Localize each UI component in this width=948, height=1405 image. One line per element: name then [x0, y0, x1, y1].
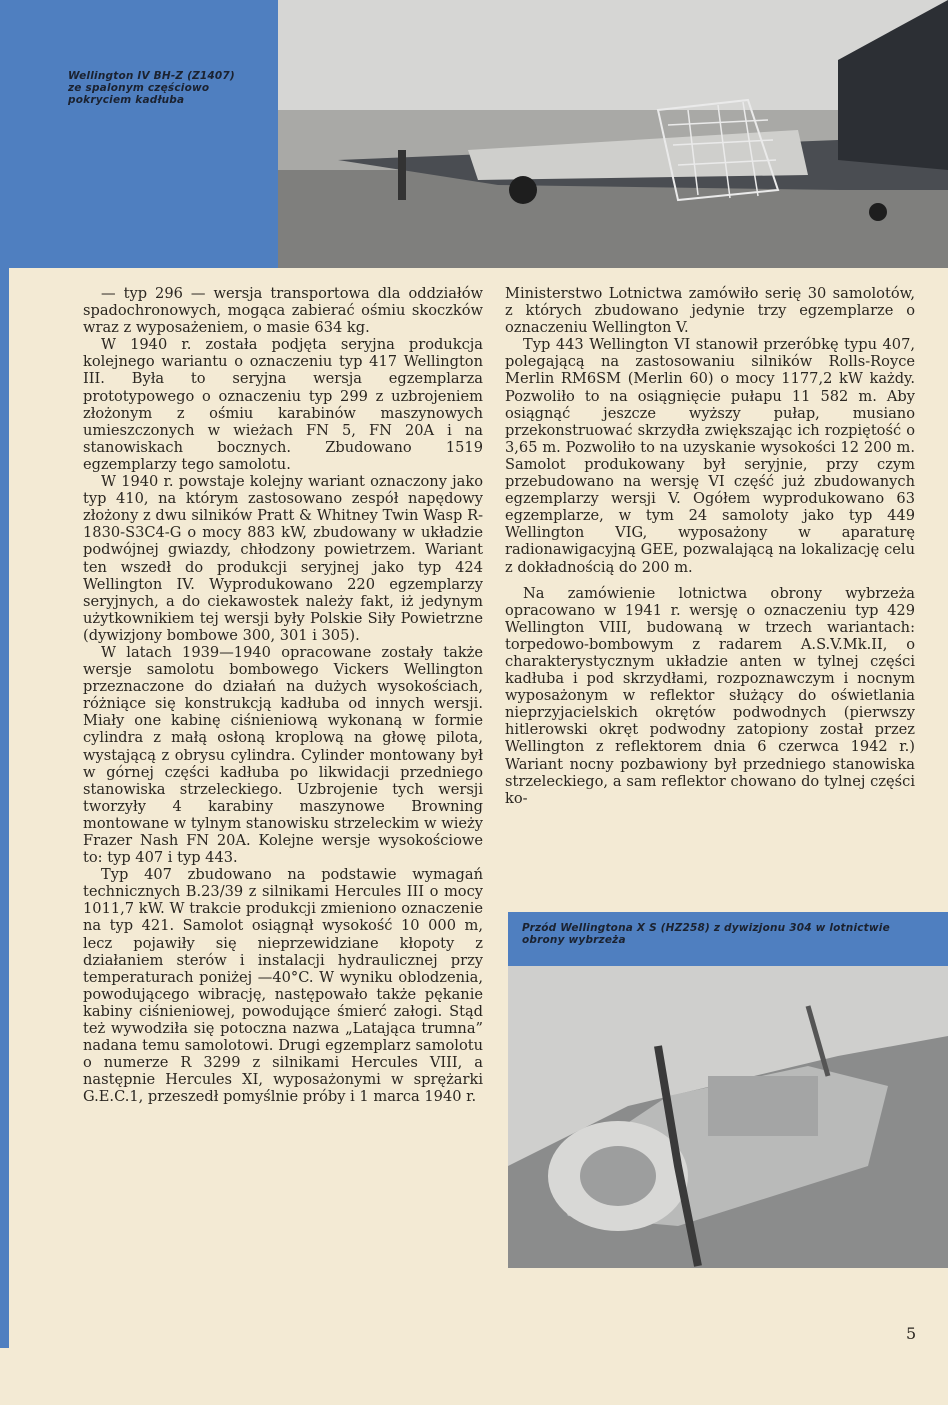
photo-wellington-burnt-fuselage: [278, 0, 948, 268]
paragraph: Na zamówienie lotnictwa obrony wybrzeża opracowano w 1941 r. wersję o oznaczeniu typ 429 Wellington VIII, budowaną w trzech wariantach: torpedowo-bombowym z radarem A.S.V.Mk.II, o charakterystycznym układzie anten w tylnej części kadłuba i pod skrzydłami, rozpoznawczym i nocnym wyposażonym w reflektor służący do oświetlania nieprzyjacielskich okrętów podwodnych (pierwszy hitlerowski okręt podwodny zatopiony został przez Wellington z reflektorem dnia 6 czerwca 1942 r.) Wariant nocny pozbawiony był przedniego stanowiska strzeleckiego, a sam reflektor chowano do tylnej części ko-: [505, 584, 915, 807]
paragraph: W latach 1939—1940 opracowane zostały także wersje samolotu bombowego Vickers Wellington przeznaczone do działań na dużych wysokościach, różniące się konstrukcją kadłuba od innych wersji. Miały one kabinę ciśnieniową wykonaną w formie cylindra z małą osłoną kroplową na głowę pilota, wystającą z obrysu cylindra. Cylinder montowany był w górnej części kadłuba po likwidacji przedniego stanowiska strzeleckiego. Uzbrojenie tych wersji tworzyły 4 karabiny maszynowe Browning montowane w tylnym stanowisku strzeleckim w wieży Frazer Nash FN 20A. Kolejne wersje wysokościowe to: typ 407 i typ 443.: [83, 643, 483, 867]
paragraph: Ministerstwo Lotnictwa zamówiło serię 30 samolotów, z których zbudowano jedynie trzy egzemplarze o oznaczeniu Wellington V.: [505, 285, 915, 337]
paragraph: W 1940 r. powstaje kolejny wariant oznaczony jako typ 410, na którym zastosowano zespół napędowy złożony z dwu silników Pratt & Whitney Twin Wasp R-1830-S3C4-G o mocy 883 kW, zbudowany w układzie podwójnej gwiazdy, chłodzony powietrzem. Wariant ten wszedł do produkcji seryjnej jako typ 424 Wellington IV. Wyprodukowano 220 egzemplarzy seryjnych, a do ciekawostek należy fakt, iż jedynym użytkownikiem tej wersji były Polskie Siły Powietrzne (dywizjony bombowe 300, 301 i 305).: [83, 473, 483, 644]
paragraph: — typ 296 — wersja transportowa dla oddziałów spadochronowych, mogąca zabierać ośmiu skoczków wraz z wyposażeniem, o masie 634 kg.: [83, 285, 483, 337]
photo-wellington-nose: [508, 966, 948, 1268]
blue-panel-top: [0, 0, 278, 268]
photo-caption-top: Wellington IV BH-Z (Z1407) ze spalonym częściowo pokryciem kadłuba: [68, 70, 235, 106]
aircraft-photo-graphic: [278, 0, 948, 268]
aircraft-nose-photo-graphic: [508, 966, 948, 1268]
blue-caption-box-bottom: [508, 912, 948, 966]
paragraph: Typ 407 zbudowano na podstawie wymagań technicznych B.23/39 z silnikami Hercules III o mocy 1011,7 kW. W trakcie produkcji zmieniono oznaczenie na typ 421. Samolot osiągnął wysokość 10 000 m, lecz pojawiły się nieprzewidziane kłopoty z działaniem sterów i instalacji hydraulicznej przy temperaturach poniżej —40°C. W wyniku oblodzenia, powodującego wibrację, następowało także pękanie kabiny ciśnieniowej, powodujące śmierć załogi. Stąd też wywodziła się potoczna nazwa „Latająca trumna” nadana temu samolotowi. Drugi egzemplarz samolotu o numerze R 3299 z silnikami Hercules VIII, a następnie Hercules XI, wyposażonymi w sprężarki G.E.C.1, przeszedł pomyślnie próby i 1 marca 1940 r.: [83, 866, 483, 1106]
paragraph: W 1940 r. została podjęta seryjna produkcja kolejnego wariantu o oznaczeniu typ 417 Wellington III. Była to seryjna wersja egzemplarza prototypowego o oznaczeniu typ 299 z uzbrojeniem złożonym z ośmiu karabinów maszynowych umieszczonych w wieżach FN 5, FN 20A i na stanowiskach bocznych. Zbudowano 1519 egzemplarzy tego samolotu.: [83, 336, 483, 473]
text-column-right: [505, 285, 915, 807]
photo-caption-bottom: Przód Wellingtona X S (HZ258) z dywizjonu 304 w lotnictwie obrony wybrzeża: [522, 922, 890, 946]
paragraph: Typ 443 Wellington VI stanowił przeróbkę typu 407, polegającą na zastosowaniu silników Rolls-Royce Merlin RM6SM (Merlin 60) o mocy 1177,2 kW każdy. Pozwoliło to na osiągnięcie pułapu 11 582 m. Aby osiągnąć jeszcze wyższy pułap, musiano przekonstruować skrzydła zwiększając ich rozpiętość o 3,65 m. Pozwoliło to na uzyskanie wysokości 12 200 m. Samolot produkowany był seryjnie, przy czym przebudowano na wersję VI część już zbudowanych egzemplarzy wersji V. Ogółem wyprodukowano 63 egzemplarze, w tym 24 samoloty jako typ 449 Wellington VIG, wyposażony w aparaturę radionawigacyjną GEE, pozwalającą na lokalizację celu z dokładnością do 200 m.: [505, 336, 915, 576]
page-number: 5: [906, 1324, 917, 1343]
text-column-left: [83, 285, 483, 1106]
blue-margin-strip: [0, 268, 9, 1348]
